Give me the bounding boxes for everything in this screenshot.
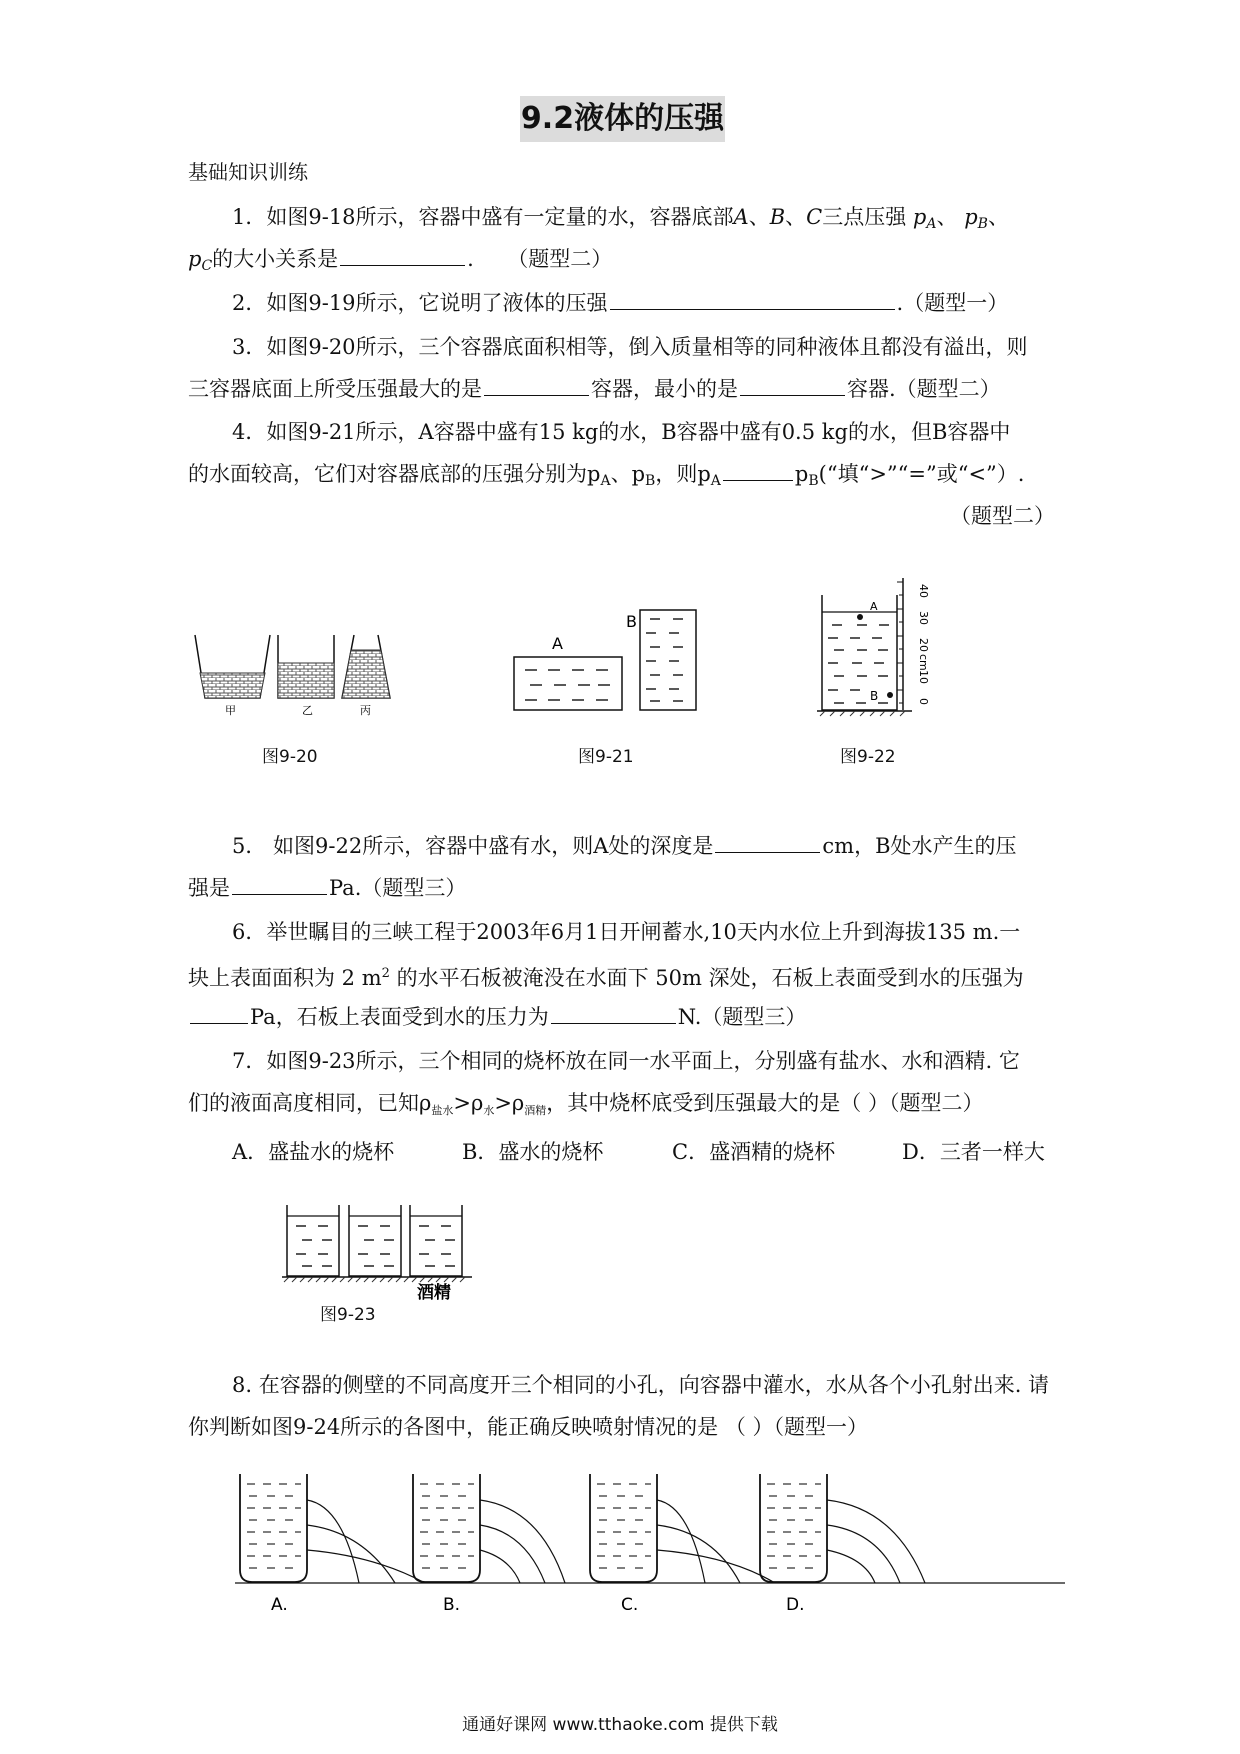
answer-blank[interactable] xyxy=(484,373,589,396)
label-alcohol: 酒精 xyxy=(417,1283,451,1303)
label-c: C. xyxy=(621,1595,639,1615)
container-b xyxy=(640,610,696,710)
label-bing: 丙 xyxy=(360,704,371,717)
question-5-line-2: 强是 Pa.（题型三） xyxy=(188,867,1058,909)
answer-blank[interactable] xyxy=(232,872,327,895)
tick-10: 10 xyxy=(917,670,930,684)
answer-blank[interactable] xyxy=(740,373,845,396)
tick-20: 20 xyxy=(917,638,930,652)
answer-blank[interactable] xyxy=(551,1001,676,1024)
question-6-line-1: 6．举世瞩目的三峡工程于2003年6月1日开闸蓄水,10天内水位上升到海拔135 m.一 xyxy=(232,920,1021,944)
question-4-line-1: 4．如图9-21所示，A容器中盛有15 kg的水，B容器中盛有0.5 kg的水，但B容器中 xyxy=(232,420,1011,444)
label-yi: 乙 xyxy=(302,704,313,717)
figure-9-21 xyxy=(510,605,710,715)
question-8-line-1: 8. 在容器的侧壁的不同高度开三个相同的小孔，向容器中灌水，水从各个小孔射出来. 请 xyxy=(232,1373,1050,1397)
question-8-line-2: 你判断如图9-24所示的各图中，能正确反映喷射情况的是 （ ）（题型一） xyxy=(188,1415,869,1439)
label-d: D. xyxy=(786,1595,805,1615)
option-b[interactable]: B．盛水的烧杯 xyxy=(462,1140,604,1164)
footer: 通通好课网 www.tthaoke.com 提供下载 xyxy=(462,1715,778,1735)
figure-9-22-caption: 图9-22 xyxy=(840,747,896,767)
question-6-line-3: Pa，石板上表面受到水的压力为 N.（题型三） xyxy=(188,996,1058,1038)
question-5-line-1: 5． 如图9-22所示，容器中盛有水，则A处的深度是 cm，B处水产生的压 xyxy=(188,825,1102,867)
label-a: A. xyxy=(271,1595,288,1615)
page-title: 9.2液体的压强 xyxy=(520,96,725,142)
answer-blank[interactable] xyxy=(340,243,465,266)
question-6-line-2: 块上表面面积为 2 $m^2$ 的水平石板被淹没在水面下 50m 深处，石板上表面受到水的压强为 xyxy=(188,966,1024,990)
answer-blank[interactable] xyxy=(610,287,895,310)
figure-9-23-caption: 图9-23 xyxy=(320,1305,376,1325)
container-a xyxy=(514,657,622,710)
tick-30: 30 xyxy=(917,611,930,625)
section-heading: 基础知识训练 xyxy=(188,160,308,184)
answer-blank[interactable] xyxy=(715,830,820,853)
question-4-tag: （题型二） xyxy=(950,504,1055,528)
option-d-diagram xyxy=(760,1474,925,1615)
figure-9-22 xyxy=(812,570,942,720)
option-a[interactable]: A．盛盐水的烧杯 xyxy=(232,1140,395,1164)
option-c-diagram xyxy=(590,1474,775,1615)
tick-unit: cm xyxy=(917,654,930,671)
answer-blank[interactable] xyxy=(190,1001,248,1024)
question-1-line-1: 1．如图9-18所示，容器中盛有一定量的水，容器底部A、B、C三点压强 $p_A$、 $p_B$、 xyxy=(232,205,1009,232)
option-d[interactable]: D．三者一样大 xyxy=(902,1140,1045,1164)
tick-40: 40 xyxy=(917,584,930,598)
question-7-line-1: 7．如图9-23所示，三个相同的烧杯放在同一水平面上，分别盛有盐水、水和酒精. 它 xyxy=(232,1049,1020,1073)
figure-9-20-caption: 图9-20 xyxy=(262,747,318,767)
question-3-line-2: 三容器底面上所受压强最大的是 容器，最小的是 容器.（题型二） xyxy=(188,368,1058,410)
label-a: A xyxy=(552,634,563,653)
figure-9-20 xyxy=(190,630,400,720)
label-a: A xyxy=(870,600,878,613)
figure-9-23 xyxy=(282,1200,472,1303)
question-3-line-1: 3．如图9-20所示，三个容器底面积相等，倒入质量相等的同种液体且都没有溢出，则 xyxy=(232,335,1028,359)
figure-9-21-caption: 图9-21 xyxy=(578,747,634,767)
question-1-line-2: $p_C$的大小关系是 . （题型二） xyxy=(188,238,1058,287)
option-a-diagram xyxy=(240,1474,425,1615)
label-b: B xyxy=(870,689,879,703)
answer-blank[interactable] xyxy=(723,458,793,481)
label-jia: 甲 xyxy=(225,704,236,717)
option-c[interactable]: C．盛酒精的烧杯 xyxy=(672,1140,836,1164)
question-4-line-2: 的水面较高，它们对容器底部的压强分别为$p_A$、$p_B$，则$p_A$ $p_B(“$填“>”“=”或“<”）. xyxy=(188,453,1058,502)
label-b: B xyxy=(626,612,637,631)
tick-0: 0 xyxy=(917,698,930,705)
question-7-line-2: 们的液面高度相同，已知$\rho_{盐水}>\rho_水>\rho_{酒精}$，其中烧杯底受到压强最大的是（ ）（题型二） xyxy=(188,1091,984,1117)
label-b: B. xyxy=(443,1595,461,1615)
figure-9-24 xyxy=(235,1470,1075,1620)
option-b-diagram xyxy=(413,1474,565,1615)
question-2: 2．如图9-19所示，它说明了液体的压强 .（题型一） xyxy=(188,282,1102,324)
